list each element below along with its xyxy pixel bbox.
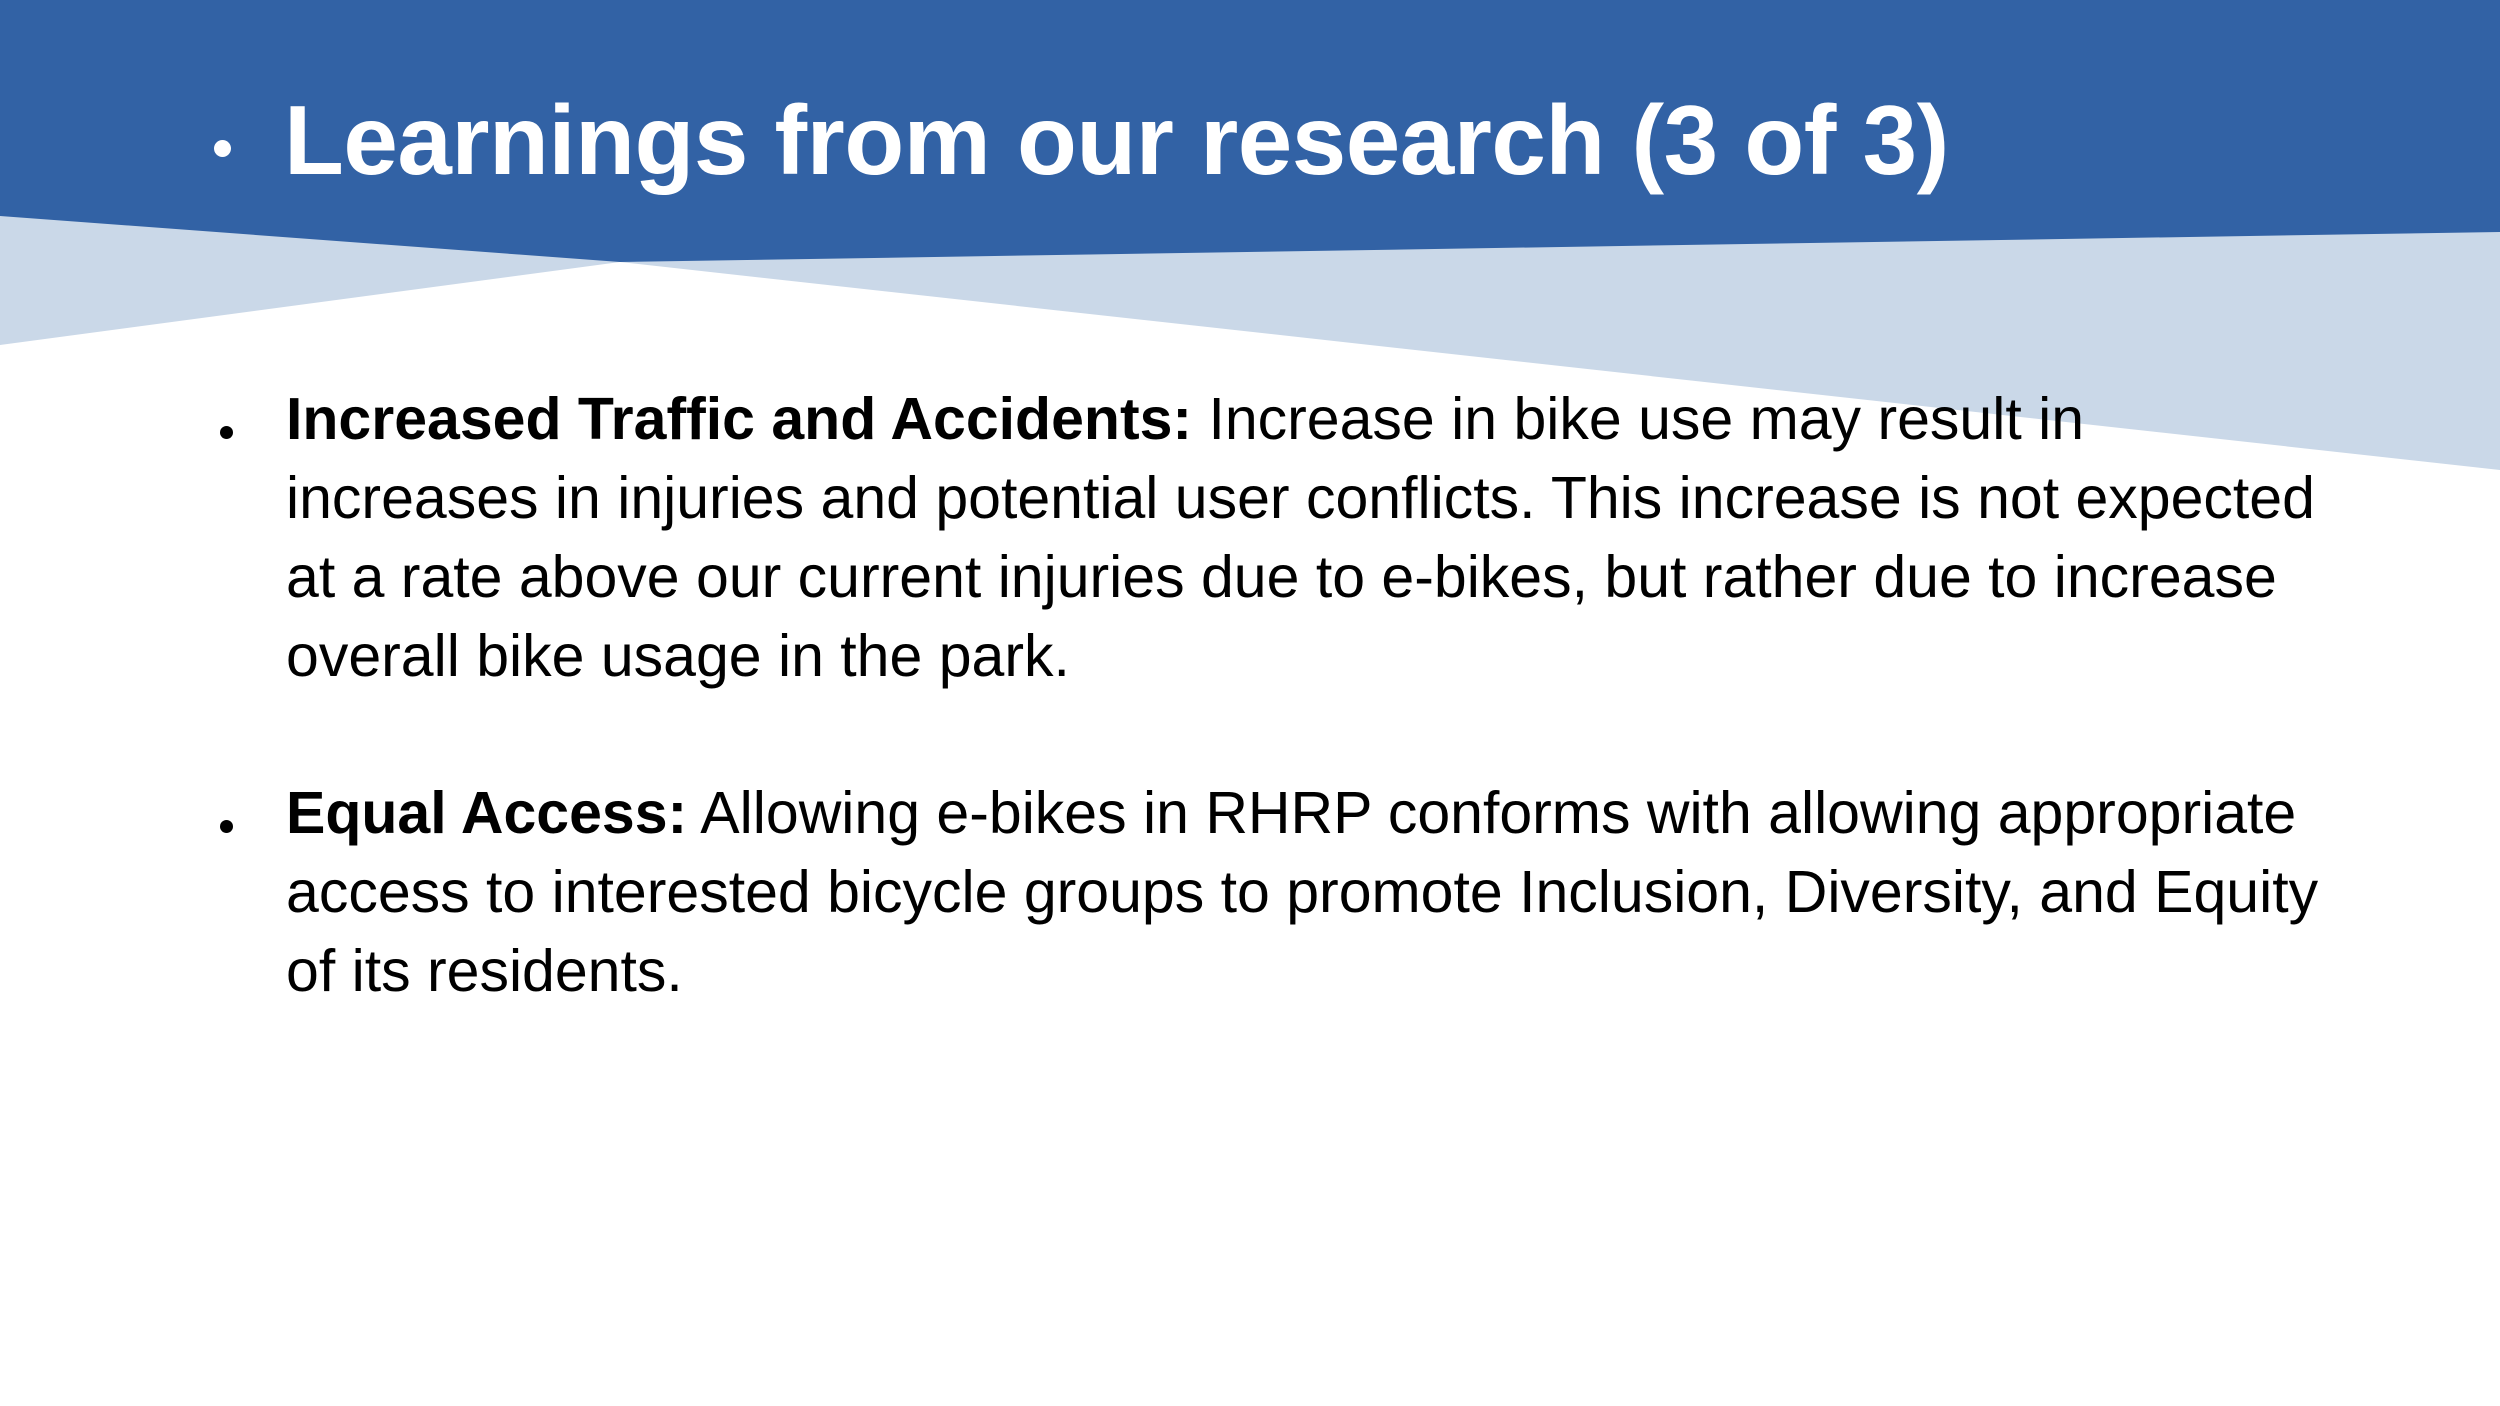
bullet-body: Increase in bike use may result in increases in injuries and potential user conflicts. This increase is not expected at a rate above our current injuries due to e-bikes, but rather due to increase overall bike usage in the park.: [286, 386, 2315, 689]
slide-title: Learnings from our research (3 of 3): [284, 85, 1949, 195]
bullet-text: [286, 380, 2326, 696]
bullet-lead: Equal Access:: [286, 780, 688, 846]
bullet-text: [286, 774, 2326, 1011]
title-bullet-dot: [214, 140, 231, 157]
bullet-lead: Increased Traffic and Accidents:: [286, 386, 1193, 452]
title-row: [0, 70, 2500, 210]
bullet-body: Allowing e-bikes in RHRP conforms with allowing appropriate access to interested bicycle groups to promote Inclusion, Diversity, and Equity of its residents.: [286, 780, 2319, 1004]
bullet-dot: [220, 426, 233, 439]
bullet-dot: [220, 820, 233, 833]
